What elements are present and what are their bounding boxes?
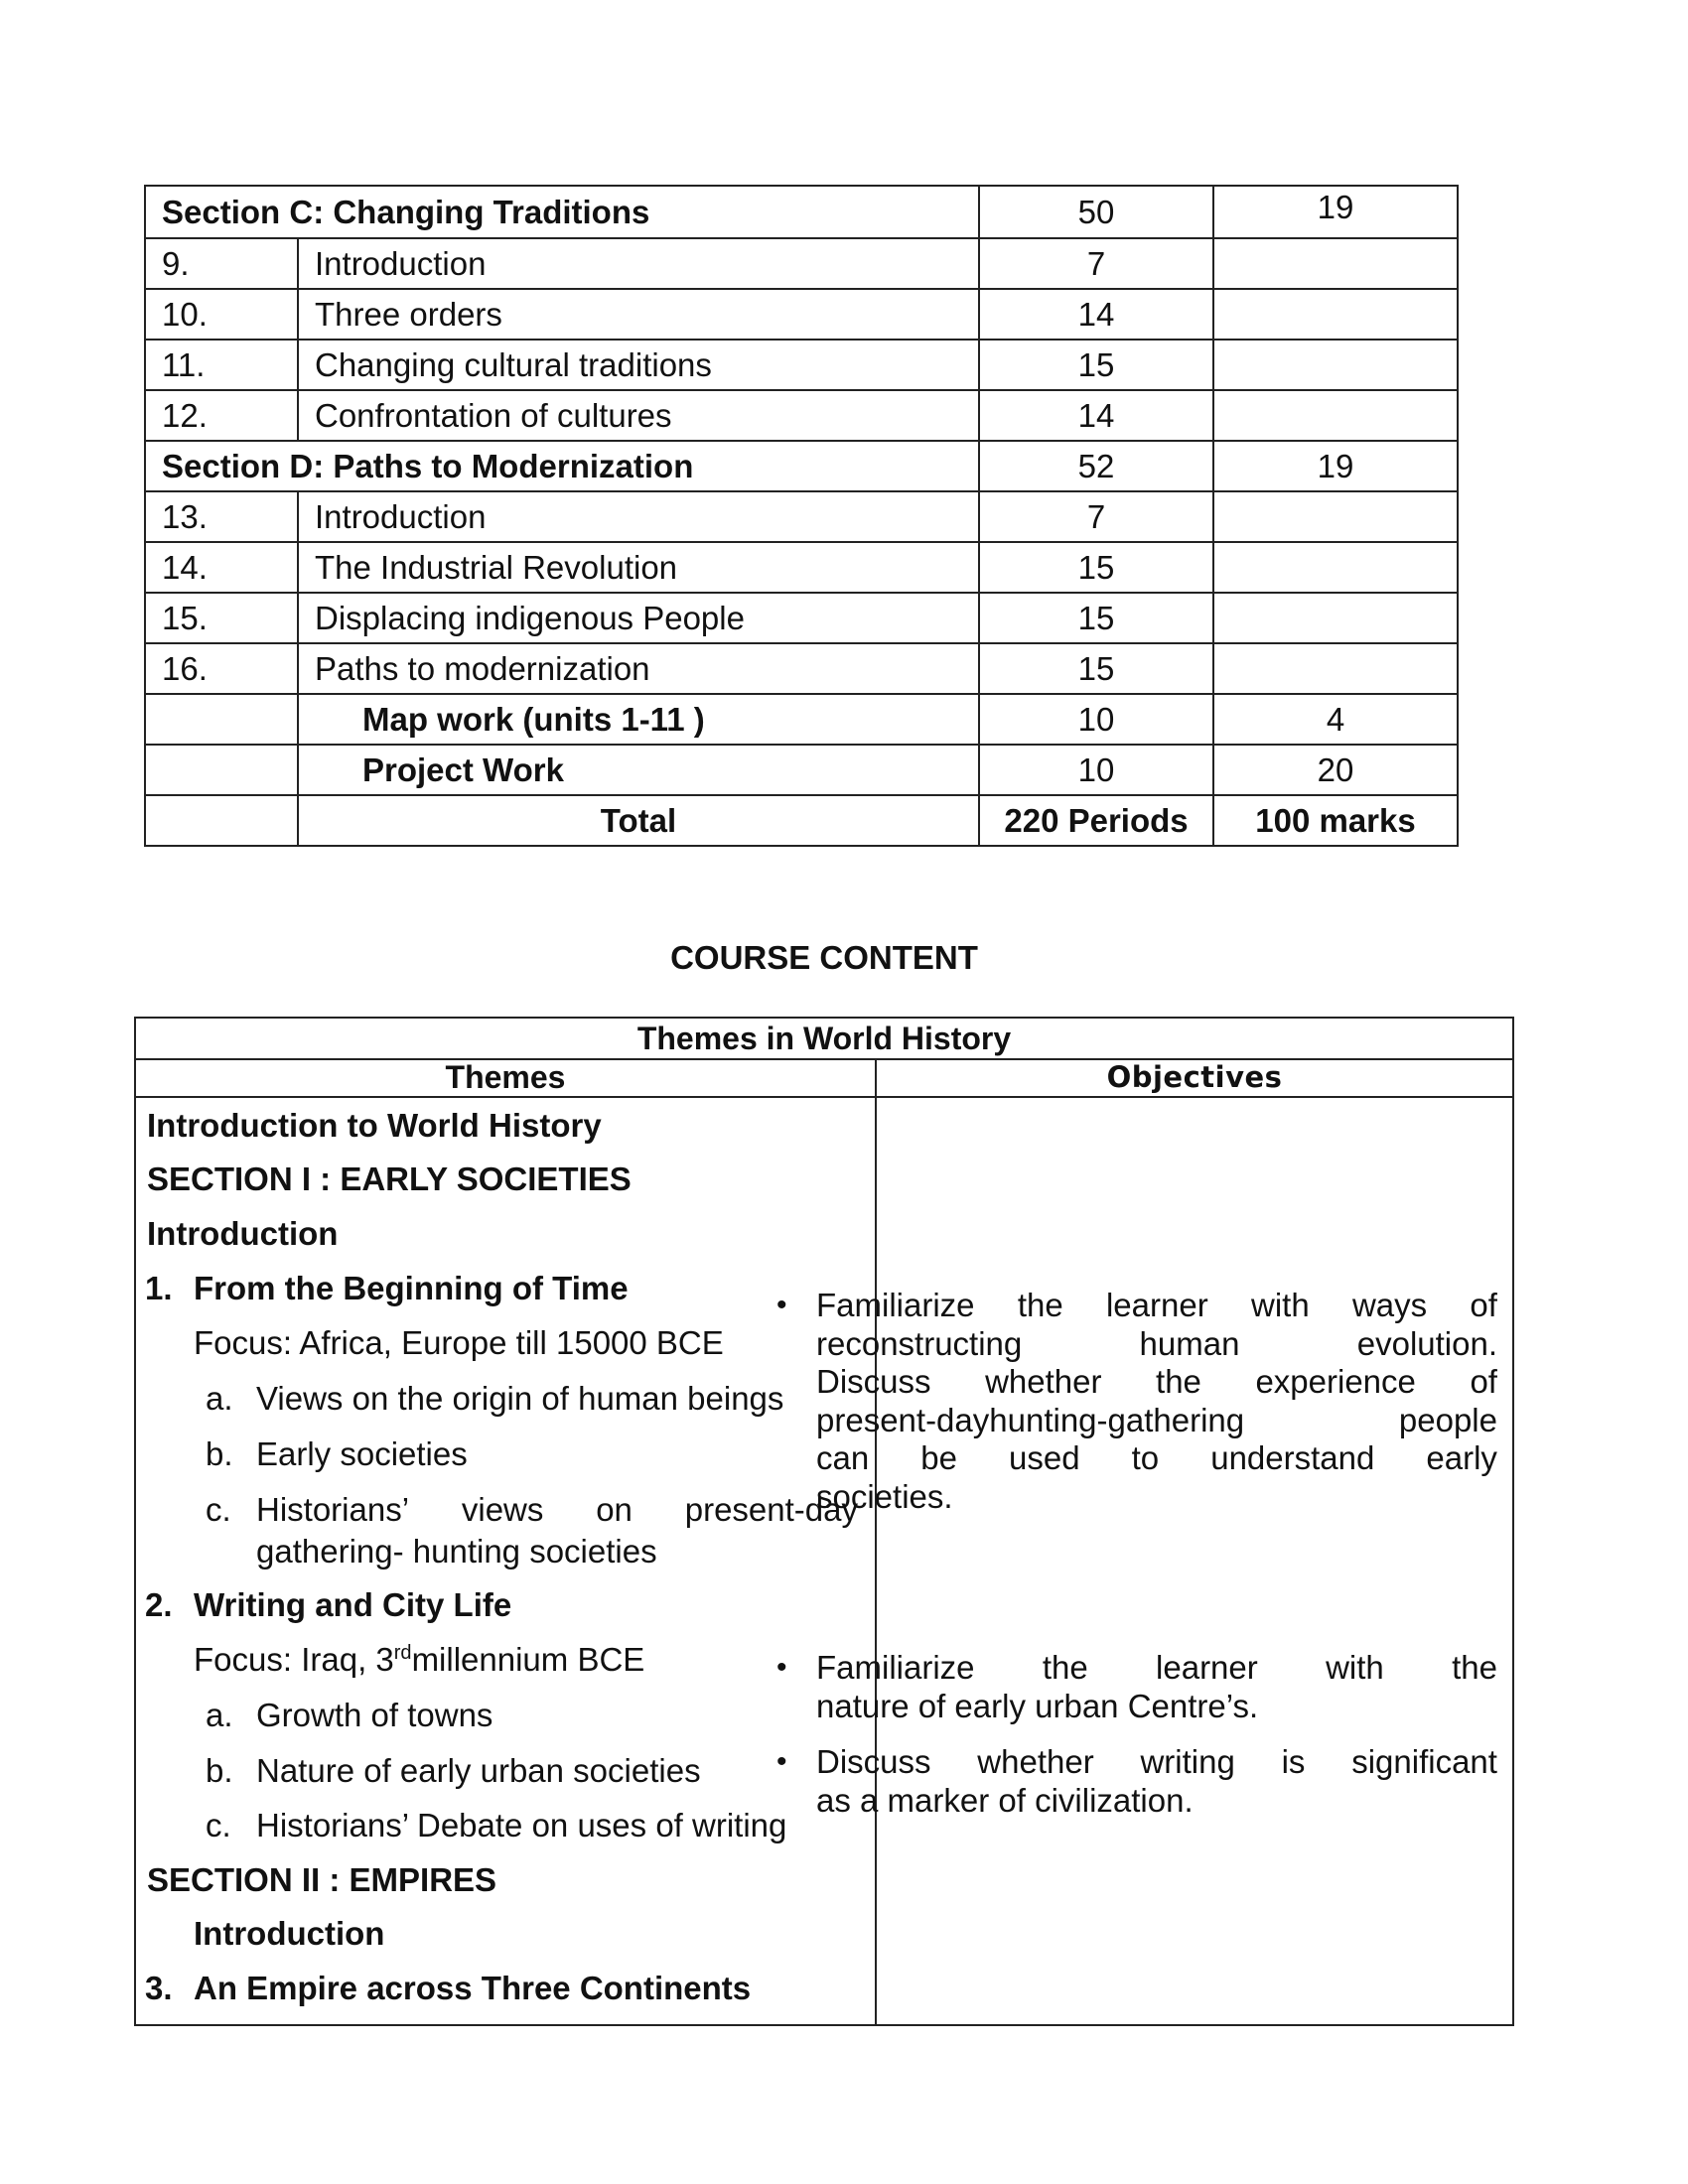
unit-number: 16. <box>145 643 298 694</box>
word: views <box>461 1491 544 1528</box>
marks-cell <box>1213 643 1458 694</box>
theme-1-title: From the Beginning of Time <box>194 1270 629 1306</box>
marks-cell <box>1213 289 1458 340</box>
map-work-label: Map work (units 1-11 ) <box>298 694 979 745</box>
map-work-row <box>145 694 1458 745</box>
themes-table-title: Themes in World History <box>136 1019 1512 1060</box>
total-row <box>145 795 1458 846</box>
project-work-label: Project Work <box>298 745 979 795</box>
list-item <box>256 1491 858 1529</box>
column-divider <box>875 1096 877 2024</box>
list-letter: a. <box>206 1697 233 1733</box>
objective-line: Familiarize the learner with ways of <box>816 1287 1497 1323</box>
unit-number: 9. <box>145 238 298 289</box>
course-content-heading: COURSE CONTENT <box>670 939 978 976</box>
total-periods: 220 Periods <box>979 795 1213 846</box>
table-row <box>145 593 1458 643</box>
theme-1-number: 1. <box>145 1270 173 1306</box>
empty-cell <box>145 795 298 846</box>
unit-title: The Industrial Revolution <box>298 542 979 593</box>
periods-cell: 14 <box>979 390 1213 441</box>
section-2-intro: Introduction <box>194 1915 385 1952</box>
objective-line: societies. <box>816 1477 953 1515</box>
section-d-header-row <box>145 441 1458 491</box>
periods-cell: 15 <box>979 542 1213 593</box>
marks-cell: 20 <box>1213 745 1458 795</box>
syllabus-table <box>144 185 1459 847</box>
marks-cell: 19 <box>1213 441 1458 491</box>
section-c-header-row <box>145 186 1458 238</box>
section-1-intro: Introduction <box>147 1215 339 1252</box>
periods-cell: 10 <box>979 694 1213 745</box>
table-row <box>145 643 1458 694</box>
list-letter: c. <box>206 1807 231 1843</box>
table-row <box>145 542 1458 593</box>
marks-cell <box>1213 542 1458 593</box>
marks-cell <box>1213 340 1458 390</box>
list-letter: a. <box>206 1380 233 1417</box>
objective-line: as a marker of civilization. <box>816 1781 1194 1819</box>
periods-cell: 50 <box>979 186 1213 238</box>
objective-line: Discuss whether writing is significant <box>816 1743 1497 1780</box>
unit-title: Introduction <box>298 491 979 542</box>
table-row <box>145 289 1458 340</box>
unit-number: 15. <box>145 593 298 643</box>
bullet-icon: • <box>776 1289 787 1321</box>
marks-cell <box>1213 491 1458 542</box>
word: on <box>596 1491 633 1528</box>
list-letter: c. <box>206 1491 231 1528</box>
section-title: Section D: Paths to Modernization <box>145 441 979 491</box>
theme-3-number: 3. <box>145 1970 173 2006</box>
theme-3-title: An Empire across Three Continents <box>194 1970 752 2006</box>
unit-number: 14. <box>145 542 298 593</box>
empty-cell <box>145 694 298 745</box>
unit-number: 12. <box>145 390 298 441</box>
objective-line: Familiarize the learner with the <box>816 1649 1497 1686</box>
list-item: Nature of early urban societies <box>256 1752 701 1789</box>
objectives-column-header: Objectives <box>877 1058 1512 1098</box>
bullet-icon: • <box>776 1745 787 1778</box>
theme-2-focus: Focus: Iraq, 3rdmillennium BCE <box>194 1641 645 1678</box>
total-label: Total <box>298 795 979 846</box>
unit-number: 13. <box>145 491 298 542</box>
marks-cell: 4 <box>1213 694 1458 745</box>
section-1-heading: SECTION I : EARLY SOCIETIES <box>147 1160 632 1197</box>
objective-line: can be used to understand early <box>816 1439 1497 1476</box>
project-work-row <box>145 745 1458 795</box>
periods-cell: 14 <box>979 289 1213 340</box>
objective-line: Discuss whether the experience of <box>816 1363 1497 1400</box>
objective-line: nature of early urban Centre’s. <box>816 1687 1259 1724</box>
marks-cell <box>1213 390 1458 441</box>
word: Historians’ <box>256 1491 410 1528</box>
objective-1 <box>776 1287 1497 1516</box>
marks-cell <box>1213 593 1458 643</box>
section-title: Section C: Changing Traditions <box>145 186 979 238</box>
unit-title: Displacing indigenous People <box>298 593 979 643</box>
periods-cell: 7 <box>979 491 1213 542</box>
empty-cell <box>145 745 298 795</box>
unit-title: Confrontation of cultures <box>298 390 979 441</box>
section-2-heading: SECTION II : EMPIRES <box>147 1861 497 1898</box>
table-row <box>145 491 1458 542</box>
objective-line: reconstructing human evolution. <box>816 1324 1497 1362</box>
objective-3 <box>776 1743 1497 1820</box>
marks-cell: 19 <box>1213 186 1458 238</box>
unit-title: Three orders <box>298 289 979 340</box>
table-row <box>145 238 1458 289</box>
list-item: Growth of towns <box>256 1697 493 1733</box>
list-item: Historians’ Debate on uses of writing <box>256 1807 787 1843</box>
theme-1-focus: Focus: Africa, Europe till 15000 BCE <box>194 1324 724 1361</box>
list-item: Views on the origin of human beings <box>256 1380 784 1417</box>
theme-2-title: Writing and City Life <box>194 1586 512 1623</box>
intro-world-history: Introduction to World History <box>147 1107 602 1144</box>
word: present-day <box>684 1491 858 1528</box>
periods-cell: 15 <box>979 643 1213 694</box>
marks-cell <box>1213 238 1458 289</box>
table-row <box>145 340 1458 390</box>
periods-cell: 10 <box>979 745 1213 795</box>
theme-2-number: 2. <box>145 1586 173 1623</box>
list-item-continuation: gathering- hunting societies <box>256 1533 657 1570</box>
bullet-icon: • <box>776 1651 787 1684</box>
objective-line: present-dayhunting-gathering people <box>816 1401 1497 1438</box>
list-letter: b. <box>206 1435 233 1472</box>
periods-cell: 7 <box>979 238 1213 289</box>
unit-title: Introduction <box>298 238 979 289</box>
unit-title: Paths to modernization <box>298 643 979 694</box>
periods-cell: 15 <box>979 340 1213 390</box>
table-row <box>145 390 1458 441</box>
periods-cell: 15 <box>979 593 1213 643</box>
objective-2 <box>776 1649 1497 1725</box>
list-letter: b. <box>206 1752 233 1789</box>
list-item: Early societies <box>256 1435 468 1472</box>
unit-number: 11. <box>145 340 298 390</box>
total-marks: 100 marks <box>1213 795 1458 846</box>
themes-column-header: Themes <box>136 1058 877 1098</box>
unit-title: Changing cultural traditions <box>298 340 979 390</box>
unit-number: 10. <box>145 289 298 340</box>
periods-cell: 52 <box>979 441 1213 491</box>
